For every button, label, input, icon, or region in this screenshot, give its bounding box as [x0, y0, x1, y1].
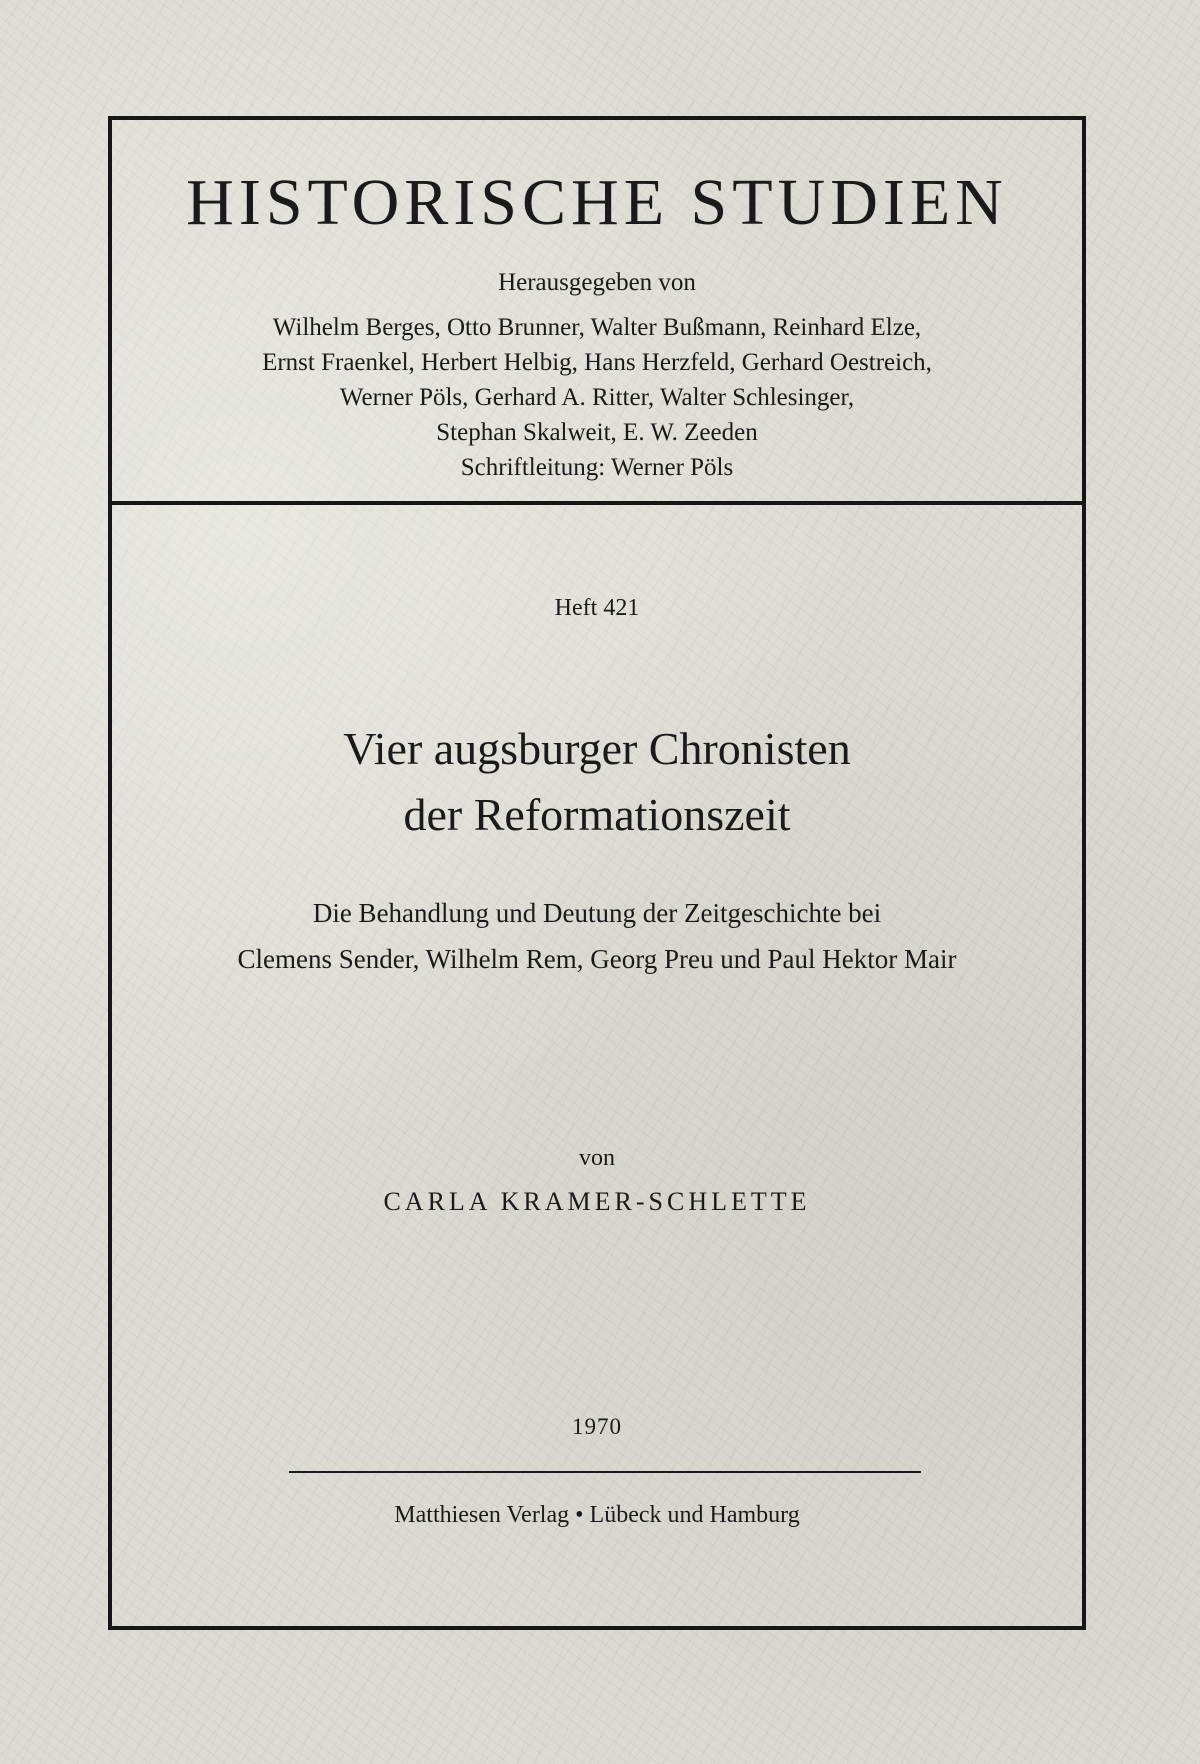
book-subtitle-line: Die Behandlung und Deutung der Zeitgeschichte bei	[312, 898, 882, 928]
publisher-rule	[289, 1471, 921, 1473]
book-subtitle	[112, 890, 1082, 982]
editorial-line: Schriftleitung: Werner Pöls	[460, 454, 734, 481]
issue-number: Heft 421	[554, 595, 640, 621]
publication-year: 1970	[572, 1414, 622, 1439]
book-subtitle-line: Clemens Sender, Wilhelm Rem, Georg Preu und Paul Hektor Mair	[237, 944, 957, 974]
editors-intro: Herausgegeben von	[498, 269, 696, 296]
book-title-line: Vier augsburger Chronisten	[343, 723, 851, 774]
editors-line: Ernst Fraenkel, Herbert Helbig, Hans Herzfeld, Gerhard Oestreich,	[262, 349, 932, 376]
editors-line: Wilhelm Berges, Otto Brunner, Walter Bußmann, Reinhard Elze,	[272, 314, 922, 341]
editors-line: Werner Pöls, Gerhard A. Ritter, Walter Schlesinger,	[339, 384, 855, 411]
cover-frame	[108, 116, 1086, 1630]
editors-list	[112, 310, 1082, 485]
book-title	[112, 716, 1082, 848]
header-divider	[112, 501, 1082, 505]
editors-line: Stephan Skalweit, E. W. Zeeden	[436, 419, 758, 446]
publisher-line: Matthiesen Verlag • Lübeck und Hamburg	[394, 1502, 800, 1528]
author-intro: von	[579, 1145, 615, 1171]
author-name: CARLA KRAMER-SCHLETTE	[383, 1187, 811, 1216]
series-title: HISTORISCHE STUDIEN	[186, 166, 1008, 239]
book-title-line: der Reformationszeit	[403, 789, 791, 840]
